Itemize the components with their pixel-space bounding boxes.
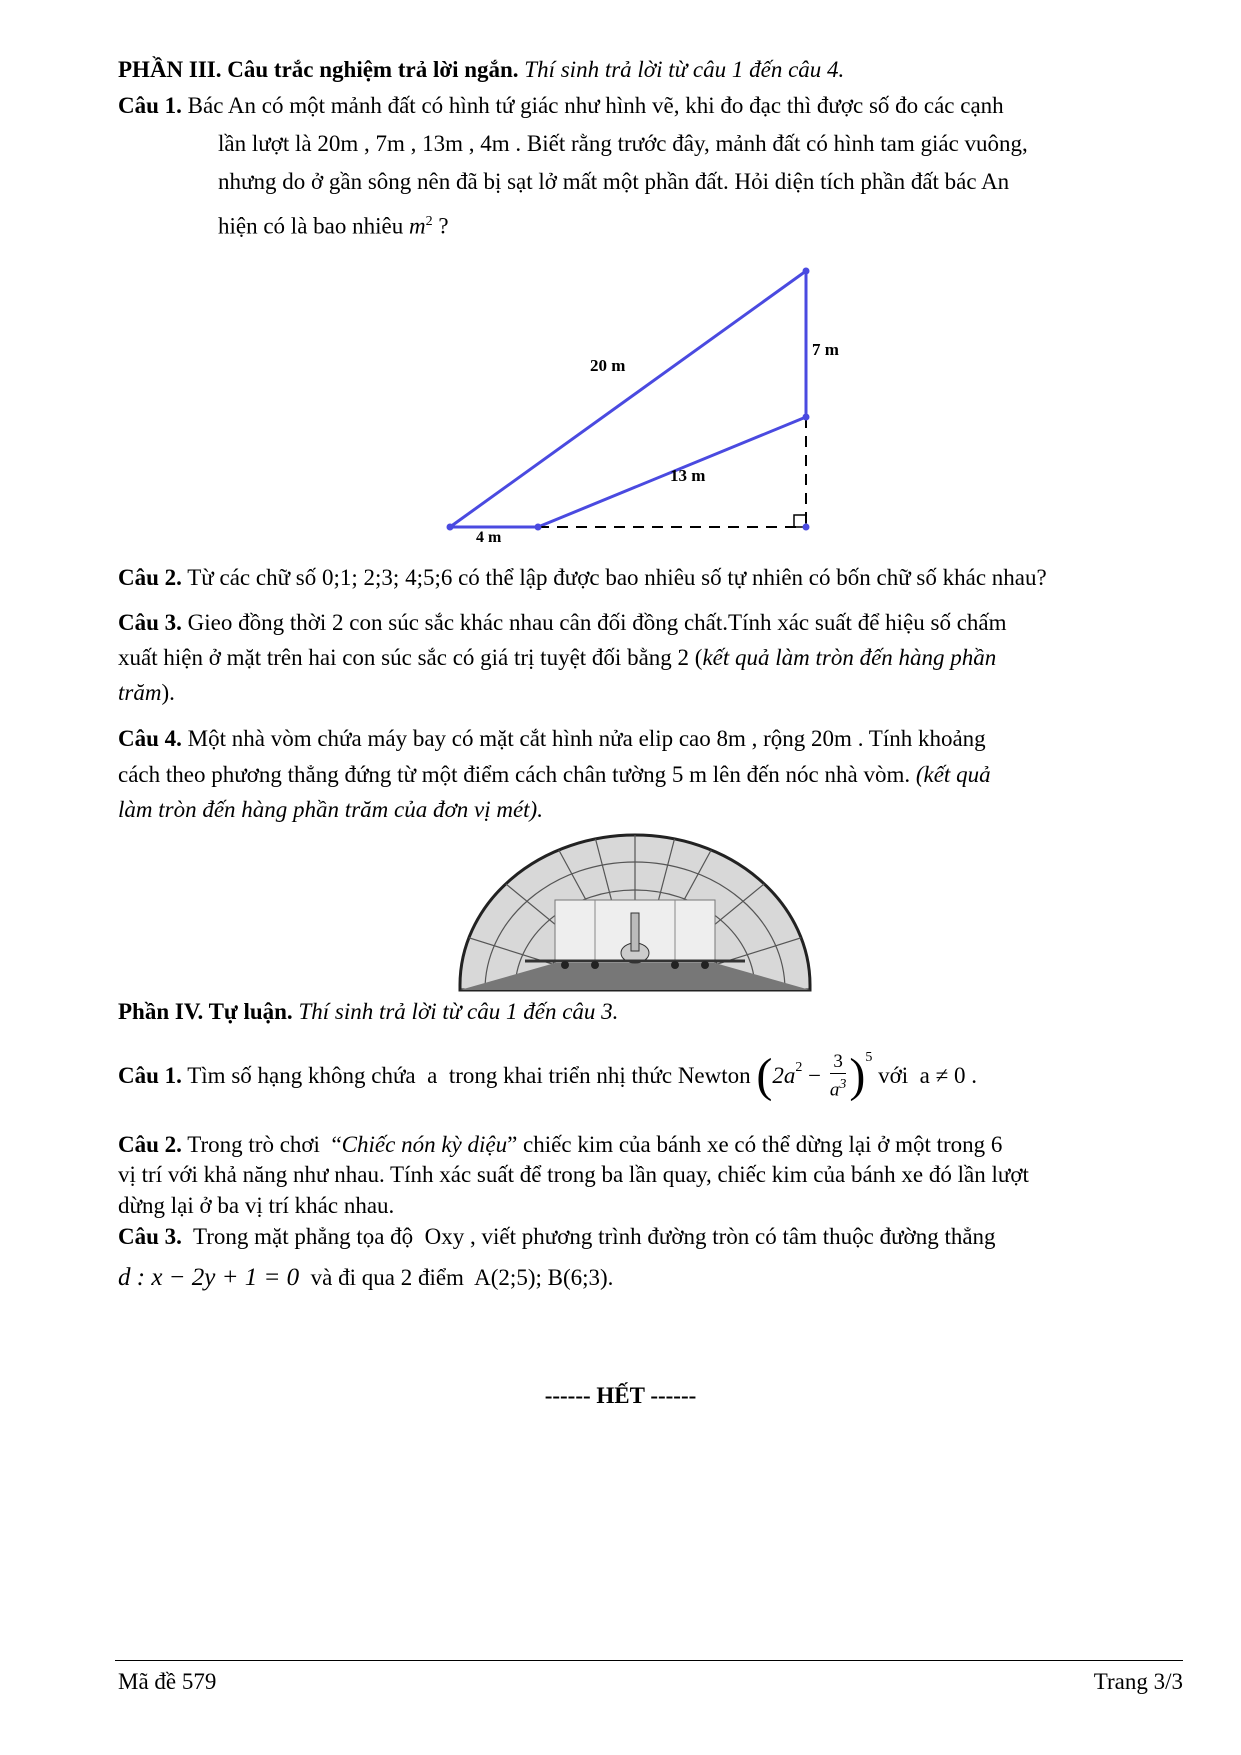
q1-text-4: [218, 207, 449, 242]
p4q1-text: Tìm số hạng không chứa a trong khai triển nhị thức Newton: [181, 1063, 757, 1088]
p4q3-text-1: Trong mặt phẳng tọa độ Oxy , viết phương trình đường tròn có tâm thuộc đường thẳng: [181, 1224, 996, 1249]
expr-2a-sup: 2: [795, 1060, 803, 1075]
frac-den-var: a: [829, 1079, 840, 1101]
q1-label: Câu 1.: [118, 93, 182, 118]
q2-line: [118, 563, 1047, 593]
label-7m: 7 m: [812, 340, 839, 359]
q4-text-3-it: làm tròn đến hàng phần trăm của đơn vị mét).: [118, 797, 543, 822]
hangar-illustration: [455, 835, 815, 995]
p4q3-label: Câu 3.: [118, 1224, 182, 1249]
q4-line3: [118, 795, 543, 825]
part3-instruction: Thí sinh trả lời từ câu 1 đến câu 4.: [524, 57, 845, 82]
label-20m: 20 m: [590, 356, 626, 375]
p4q3-line1: [118, 1222, 996, 1252]
q1-text-4-post: ?: [432, 213, 449, 239]
q3-line1: [118, 608, 1007, 638]
p4q2-game-name: Chiếc nón kỳ diệu: [341, 1132, 508, 1157]
q3-text-3: ).: [161, 680, 175, 705]
q4-text-2: cách theo phương thẳng đứng từ một điểm cách chân tường 5 m lên đến nóc nhà vòm.: [118, 762, 916, 787]
vertex-left: [447, 524, 454, 531]
p4q3-line2: [118, 1263, 613, 1293]
p4q2-text-2: vị trí với khả năng như nhau. Tính xác suất để trong ba lần quay, chiếc kim của bánh xe đó lần lượt: [118, 1162, 1029, 1187]
part3-title: PHẦN III. Câu trắc nghiệm trả lời ngắn.: [118, 57, 519, 82]
end-marker: ------ HẾT ------: [544, 1383, 697, 1408]
q1-text-1: Bác An có một mảnh đất có hình tứ giác như hình vẽ, khi đo đạc thì được số đo các cạnh: [187, 93, 1004, 118]
footer-exam-code: Mã đề 579: [118, 1669, 217, 1694]
q1-line1: [118, 91, 1004, 121]
land-figure: [430, 245, 839, 546]
q4-label: Câu 4.: [118, 726, 182, 751]
q3-label: Câu 3.: [118, 610, 182, 635]
vertex-top: [803, 268, 810, 275]
label-4m: 4 m: [476, 529, 502, 546]
q4-text-1: Một nhà vòm chứa máy bay có mặt cắt hình nửa elip cao 8m , rộng 20m . Tính khoảng: [181, 726, 986, 751]
q1-text-4-pre: hiện có là bao nhiêu: [218, 213, 409, 239]
q4-line2: [118, 760, 991, 790]
part4-instruction: Thí sinh trả lời từ câu 1 đến câu 3.: [292, 999, 619, 1024]
expr-fraction: [830, 1051, 847, 1101]
expr-minus: −: [802, 1063, 827, 1088]
p4q2-text-1-post: ” chiếc kim của bánh xe có thể dừng lại ở một trong 6: [507, 1132, 1003, 1157]
q2-label: Câu 2.: [118, 565, 182, 590]
p4q3-equation: d : x − 2y + 1 = 0: [118, 1264, 300, 1291]
q2-text: Từ các chữ số 0;1; 2;3; 4;5;6 có thể lập được bao nhiêu số tự nhiên có bốn chữ số khác nhau?: [181, 565, 1047, 590]
p4q2-line1: [118, 1130, 1002, 1160]
footer-page-number: Trang 3/3: [1093, 1669, 1183, 1694]
q3-line3: [118, 678, 175, 708]
p4q2-text-1-pre: Trong trò chơi “: [181, 1132, 342, 1157]
p4q1-tail: với a ≠ 0 .: [872, 1063, 977, 1088]
q3-text-2: xuất hiện ở mặt trên hai con súc sắc có giá trị tuyệt đối bằng 2 (: [118, 645, 703, 670]
frac-num: 3: [830, 1051, 847, 1074]
label-13m: 13 m: [670, 466, 706, 485]
vertex-bottom: [535, 524, 542, 531]
part3-heading: [118, 55, 844, 85]
p4q1-line: [118, 1048, 977, 1104]
p4q2-label: Câu 2.: [118, 1132, 182, 1157]
q1-exp: 2: [425, 214, 433, 229]
q4-line1: [118, 724, 986, 754]
outer-exp: 5: [865, 1050, 873, 1065]
part4-title: Phần IV. Tự luận.: [118, 999, 293, 1024]
p4q2-text-3: dừng lại ở ba vị trí khác nhau.: [118, 1193, 395, 1218]
p4q3-text-2: và đi qua 2 điểm A(2;5); B(6;3).: [299, 1265, 614, 1290]
frac-den-sup: 3: [839, 1076, 847, 1092]
footer-rule: [115, 1660, 1183, 1661]
q1-var-m: m: [408, 213, 426, 239]
part4-heading: [118, 997, 618, 1027]
vertex-mid: [803, 414, 810, 421]
p4q1-label: Câu 1.: [118, 1063, 182, 1088]
q1-text-2: lần lượt là 20m , 7m , 13m , 4m . Biết rằng trước đây, mảnh đất có hình tam giác vuông,: [218, 131, 1028, 156]
paren-open: (: [756, 1049, 773, 1102]
q3-line2: [118, 643, 996, 673]
q3-text-3-it: trăm: [118, 680, 162, 705]
q3-text-1: Gieo đồng thời 2 con súc sắc khác nhau cân đối đồng chất.Tính xác suất để hiệu số chấm: [181, 610, 1007, 635]
frac-den: [830, 1074, 847, 1101]
expr-2a: 2a: [772, 1063, 796, 1088]
q4-text-2-it: (kết quả: [915, 762, 991, 787]
vertex-corner: [803, 524, 810, 531]
q1-text-3: nhưng do ở gần sông nên đã bị sạt lở mất một phần đất. Hỏi diện tích phần đất bác An: [218, 169, 1010, 194]
paren-close: ): [849, 1049, 866, 1102]
q3-text-2-it: kết quả làm tròn đến hàng phần: [702, 645, 997, 670]
